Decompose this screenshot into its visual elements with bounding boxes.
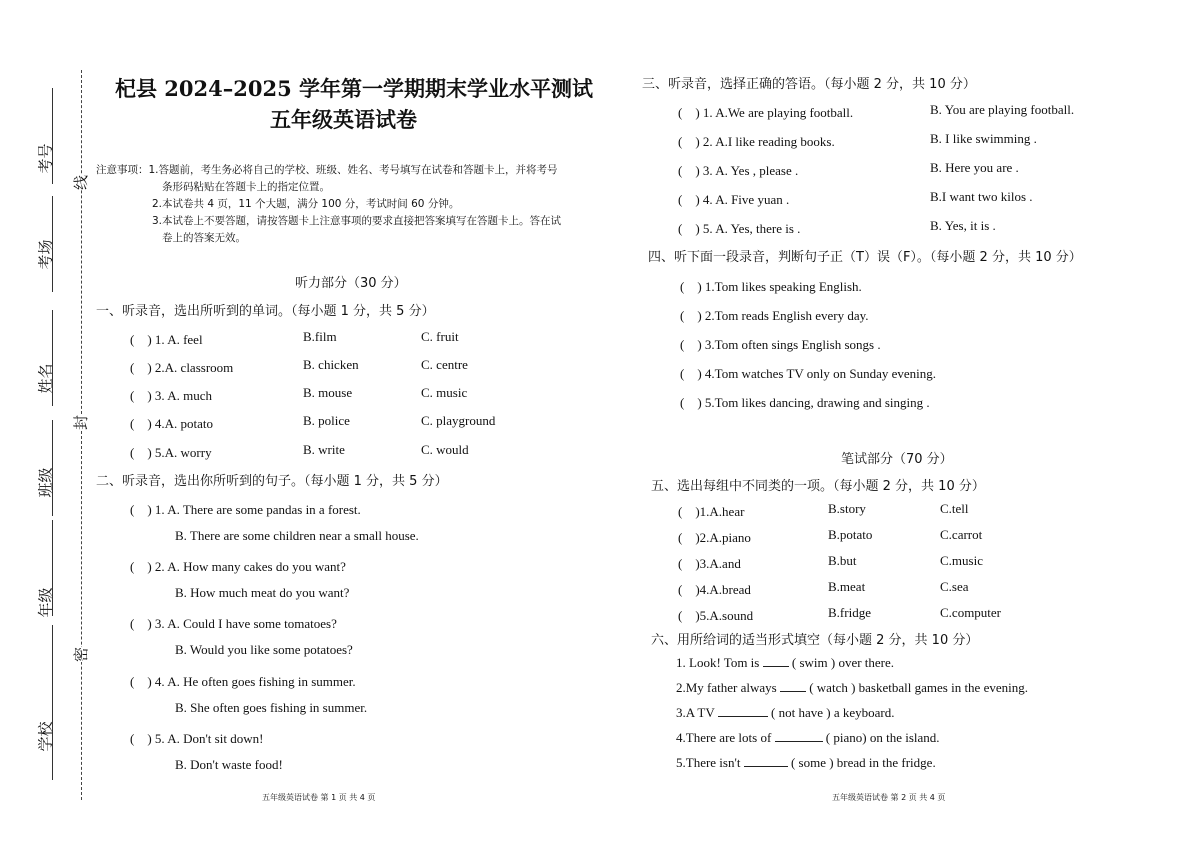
footer-left: 五年级英语试卷 第 1 页 共 4 页 (262, 793, 376, 802)
s1-q2-b: B. chicken (303, 357, 359, 372)
field-nianji: 年级 (36, 587, 55, 618)
s1-q1: ( ) 1. A. feel (130, 332, 203, 347)
cut-mark-xian: 线 (72, 174, 91, 191)
page-title: 杞县 2024–2025 学年第一学期期末学业水平测试 (115, 76, 594, 101)
footer-right: 五年级英语试卷 第 2 页 共 4 页 (832, 793, 946, 802)
s5-q3-c: C.music (940, 553, 983, 568)
s6-q1-blank (763, 656, 789, 667)
section-3-title: 三、听录音，选择正确的答语。（每小题 2 分，共 10 分） (642, 77, 976, 92)
s6-q5-post: ( some ) bread in the fridge. (790, 755, 936, 770)
s2-q1-b: B. There are some children near a small house. (175, 528, 419, 543)
s3-q4-a: ( ) 4. A. Five yuan . (678, 192, 790, 207)
s6-q3-blank (718, 706, 768, 717)
section-4-title: 四、听下面一段录音，判断句子正（T）误（F）。（每小题 2 分，共 10 分） (648, 250, 1082, 265)
s6-q4-pre: 4.There are lots of (676, 730, 772, 745)
field-kaohao: 考号 (36, 143, 55, 174)
s5-q3-b: B.but (828, 553, 857, 568)
s5-q4-b: B.meat (828, 579, 866, 594)
s5-q2-b: B.potato (828, 527, 873, 542)
s6-q2-post: ( watch ) basketball games in the evening. (809, 680, 1028, 695)
s5-q2-c: C.carrot (940, 527, 983, 542)
s6-q1-post: ( swim ) over there. (791, 655, 895, 670)
notes-line-5: 卷上的答案无效。 (162, 232, 246, 244)
s1-q2-c: C. centre (421, 357, 468, 372)
s6-q3-pre: 3.A TV (676, 705, 715, 720)
s6-q1 (676, 655, 894, 671)
s4-q5: ( ) 5.Tom likes dancing, drawing and singing . (680, 395, 930, 410)
s4-q2: ( ) 2.Tom reads English every day. (680, 308, 869, 323)
s6-q4 (676, 730, 940, 746)
s6-q3 (676, 705, 894, 721)
cut-mark-mi: 密 (72, 646, 91, 663)
s5-q4-c: C.sea (940, 579, 969, 594)
s1-q1-b: B.film (303, 329, 337, 344)
s1-q4-b: B. police (303, 413, 350, 428)
s5-q5-c: C.computer (940, 605, 1002, 620)
s2-q3-a: ( ) 3. A. Could I have some tomatoes? (130, 616, 337, 631)
s3-q1-a: ( ) 1. A.We are playing football. (678, 105, 854, 120)
s6-q2-blank (780, 681, 806, 692)
s3-q2-b: B. I like swimming . (930, 131, 1037, 146)
section-6-title: 六、用所给词的适当形式填空（每小题 2 分，共 10 分） (651, 633, 979, 648)
s3-q5-a: ( ) 5. A. Yes, there is . (678, 221, 801, 236)
s2-q3-b: B. Would you like some potatoes? (175, 642, 353, 657)
listening-title: 听力部分（30 分） (295, 276, 407, 291)
s1-q3: ( ) 3. A. much (130, 388, 212, 403)
s2-q1-a: ( ) 1. A. There are some pandas in a forest. (130, 502, 361, 517)
s6-q2 (676, 680, 1028, 696)
section-1-title: 一、听录音，选出所听到的单词。（每小题 1 分，共 5 分） (96, 304, 435, 319)
notes-line-1: 注意事项：1.答题前，考生务必将自己的学校、班级、姓名、考号填写在试卷和答题卡上，并将考号 (96, 164, 558, 176)
s5-q5-b: B.fridge (828, 605, 871, 620)
s6-q1-pre: 1. Look! Tom is (676, 655, 760, 670)
s2-q5-b: B. Don't waste food! (175, 757, 283, 772)
writing-title: 笔试部分（70 分） (841, 452, 953, 467)
s1-q5-c: C. would (421, 442, 469, 457)
s5-q5-a: ( )5.A.sound (678, 608, 754, 623)
section-2-title: 二、听录音，选出你所听到的句子。（每小题 1 分，共 5 分） (96, 474, 448, 489)
s5-q4-a: ( )4.A.bread (678, 582, 751, 597)
s6-q5 (676, 755, 936, 771)
s1-q1-c: C. fruit (421, 329, 459, 344)
s3-q5-b: B. Yes, it is . (930, 218, 996, 233)
s4-q1: ( ) 1.Tom likes speaking English. (680, 279, 862, 294)
field-xuexiao: 学校 (36, 721, 55, 752)
s1-q3-c: C. music (421, 385, 468, 400)
s4-q3: ( ) 3.Tom often sings English songs . (680, 337, 881, 352)
s1-q5-b: B. write (303, 442, 345, 457)
s3-q2-a: ( ) 2. A.I like reading books. (678, 134, 835, 149)
s1-q5: ( ) 5.A. worry (130, 445, 212, 460)
field-banji: 班级 (36, 467, 55, 498)
s6-q2-pre: 2.My father always (676, 680, 777, 695)
s2-q2-a: ( ) 2. A. How many cakes do you want? (130, 559, 346, 574)
field-xingming: 姓名 (36, 363, 55, 394)
s1-q2: ( ) 2.A. classroom (130, 360, 234, 375)
s2-q4-b: B. She often goes fishing in summer. (175, 700, 368, 715)
s2-q5-a: ( ) 5. A. Don't sit down! (130, 731, 264, 746)
s5-q2-a: ( )2.A.piano (678, 530, 751, 545)
s2-q2-b: B. How much meat do you want? (175, 585, 350, 600)
s5-q1-a: ( )1.A.hear (678, 504, 745, 519)
s1-q3-b: B. mouse (303, 385, 353, 400)
s6-q4-post: ( piano) on the island. (825, 730, 940, 745)
field-kaochang: 考场 (36, 239, 55, 270)
section-5-title: 五、选出每组中不同类的一项。（每小题 2 分，共 10 分） (651, 479, 985, 494)
s6-q4-blank (775, 731, 823, 742)
s6-q5-pre: 5.There isn't (676, 755, 741, 770)
notes-line-2: 条形码粘贴在答题卡上的指定位置。 (162, 181, 330, 193)
s5-q1-c: C.tell (940, 501, 969, 516)
s5-q3-a: ( )3.A.and (678, 556, 741, 571)
s6-q3-post: ( not have ) a keyboard. (771, 705, 895, 720)
s3-q1-b: B. You are playing football. (930, 102, 1075, 117)
s3-q3-a: ( ) 3. A. Yes , please . (678, 163, 799, 178)
notes-line-3: 2.本试卷共 4 页，11 个大题，满分 100 分，考试时间 60 分钟。 (152, 198, 460, 210)
notes-line-4: 3.本试卷上不要答题，请按答题卡上注意事项的要求直接把答案填写在答题卡上。答在试 (152, 215, 562, 227)
s1-q4-c: C. playground (421, 413, 496, 428)
s3-q4-b: B.I want two kilos . (930, 189, 1033, 204)
s5-q1-b: B.story (828, 501, 866, 516)
cut-mark-feng: 封 (72, 414, 91, 431)
s1-q4: ( ) 4.A. potato (130, 416, 214, 431)
s2-q4-a: ( ) 4. A. He often goes fishing in summer. (130, 674, 356, 689)
page-subtitle: 五年级英语试卷 (270, 107, 417, 132)
s4-q4: ( ) 4.Tom watches TV only on Sunday evening. (680, 366, 937, 381)
s6-q5-blank (744, 756, 788, 767)
s3-q3-b: B. Here you are . (930, 160, 1019, 175)
